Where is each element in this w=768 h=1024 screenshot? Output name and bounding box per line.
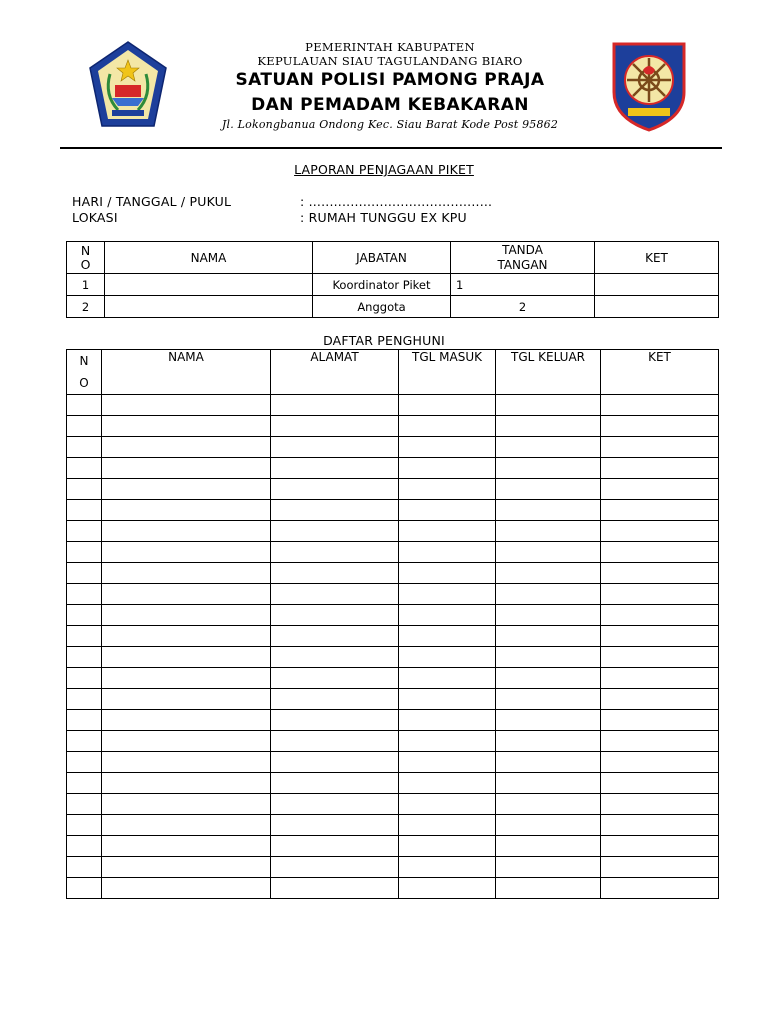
- cell-alamat[interactable]: [271, 773, 399, 794]
- meta-date-row: [72, 194, 492, 209]
- cell-ket[interactable]: [601, 836, 719, 857]
- cell-tgl-keluar[interactable]: [496, 626, 601, 647]
- cell-ket[interactable]: [601, 458, 719, 479]
- cell-alamat[interactable]: [271, 752, 399, 773]
- col-header-ket: KET: [601, 350, 719, 395]
- cell-ket[interactable]: [601, 731, 719, 752]
- cell-nama[interactable]: [102, 752, 271, 773]
- cell-ket[interactable]: [601, 542, 719, 563]
- table-row: [67, 395, 719, 416]
- cell-ket[interactable]: [601, 668, 719, 689]
- header-address: Jl. Lokongbanua Ondong Kec. Siau Barat Kode Post 95862: [221, 118, 559, 131]
- cell-ket[interactable]: [601, 710, 719, 731]
- residents-table-header: [67, 350, 719, 395]
- cell-tgl-keluar[interactable]: [496, 521, 601, 542]
- cell-no[interactable]: [67, 815, 102, 836]
- cell-tgl-keluar[interactable]: [496, 479, 601, 500]
- cell-tgl-keluar[interactable]: [496, 500, 601, 521]
- cell-no[interactable]: [67, 458, 102, 479]
- table-row: [67, 752, 719, 773]
- cell-alamat[interactable]: [271, 500, 399, 521]
- guard-table: [66, 241, 719, 318]
- cell-alamat[interactable]: [271, 563, 399, 584]
- cell-alamat[interactable]: [271, 437, 399, 458]
- cell-no[interactable]: [67, 689, 102, 710]
- cell-ket[interactable]: [601, 521, 719, 542]
- cell-ket[interactable]: [601, 815, 719, 836]
- cell-tanda-tangan[interactable]: 2: [451, 296, 595, 318]
- cell-ket[interactable]: [601, 794, 719, 815]
- cell-ket[interactable]: [601, 563, 719, 584]
- cell-nama[interactable]: [102, 857, 271, 878]
- meta-location-row: [72, 210, 467, 225]
- col-header-nama: NAMA: [105, 242, 313, 274]
- residents-table-body: [67, 395, 719, 899]
- cell-ket[interactable]: [601, 395, 719, 416]
- cell-tgl-keluar[interactable]: [496, 668, 601, 689]
- cell-no[interactable]: [67, 605, 102, 626]
- cell-nama[interactable]: [102, 500, 271, 521]
- cell-alamat[interactable]: [271, 647, 399, 668]
- cell-tgl-masuk[interactable]: [399, 794, 496, 815]
- report-title: LAPORAN PENJAGAAN PIKET: [294, 162, 474, 177]
- fire-brigade-shield-icon: [610, 40, 688, 132]
- cell-tgl-masuk[interactable]: [399, 731, 496, 752]
- regency-emblem-icon: [88, 40, 168, 130]
- cell-alamat[interactable]: [271, 395, 399, 416]
- cell-nama[interactable]: [102, 689, 271, 710]
- table-row: [67, 296, 719, 318]
- col-header-no: N O: [67, 350, 102, 395]
- cell-nama[interactable]: [102, 584, 271, 605]
- cell-ket[interactable]: [601, 416, 719, 437]
- cell-tgl-masuk[interactable]: [399, 521, 496, 542]
- cell-no[interactable]: [67, 794, 102, 815]
- cell-tgl-masuk[interactable]: [399, 647, 496, 668]
- cell-nama[interactable]: [102, 878, 271, 899]
- cell-alamat[interactable]: [271, 479, 399, 500]
- cell-no[interactable]: [67, 752, 102, 773]
- cell-tgl-keluar[interactable]: [496, 647, 601, 668]
- table-row: [67, 773, 719, 794]
- table-row: [67, 857, 719, 878]
- header-agency-line1: SATUAN POLISI PAMONG PRAJA: [235, 70, 545, 90]
- col-header-no: N O: [67, 242, 105, 274]
- cell-nama[interactable]: [102, 395, 271, 416]
- cell-tgl-keluar[interactable]: [496, 563, 601, 584]
- cell-tgl-keluar[interactable]: [496, 395, 601, 416]
- cell-alamat[interactable]: [271, 542, 399, 563]
- col-header-ket: KET: [595, 242, 719, 274]
- table-row: [67, 647, 719, 668]
- cell-tgl-keluar[interactable]: [496, 689, 601, 710]
- cell-no[interactable]: [67, 710, 102, 731]
- cell-alamat[interactable]: [271, 731, 399, 752]
- cell-tgl-masuk[interactable]: [399, 815, 496, 836]
- cell-ket[interactable]: [601, 857, 719, 878]
- table-row: [67, 437, 719, 458]
- table-row: [67, 458, 719, 479]
- cell-nama[interactable]: [105, 274, 313, 296]
- cell-tgl-masuk[interactable]: [399, 500, 496, 521]
- cell-nama[interactable]: [102, 521, 271, 542]
- cell-alamat[interactable]: [271, 626, 399, 647]
- col-header-tgl-keluar: TGL KELUAR: [496, 350, 601, 395]
- col-header-tanda-tangan: TANDA TANGAN: [451, 242, 595, 274]
- cell-ket[interactable]: [601, 437, 719, 458]
- cell-no[interactable]: [67, 731, 102, 752]
- table-row: [67, 542, 719, 563]
- cell-tgl-keluar[interactable]: [496, 605, 601, 626]
- cell-ket[interactable]: [601, 584, 719, 605]
- cell-nama[interactable]: [102, 626, 271, 647]
- cell-tgl-keluar[interactable]: [496, 584, 601, 605]
- cell-nama[interactable]: [102, 458, 271, 479]
- header-regency: KEPULAUAN SIAU TAGULANDANG BIARO: [257, 54, 523, 68]
- table-row: [67, 521, 719, 542]
- cell-tgl-keluar[interactable]: [496, 878, 601, 899]
- cell-nama[interactable]: [102, 605, 271, 626]
- cell-nama[interactable]: [102, 836, 271, 857]
- cell-tgl-masuk[interactable]: [399, 542, 496, 563]
- cell-alamat[interactable]: [271, 668, 399, 689]
- guard-table-header: [67, 242, 719, 274]
- cell-alamat[interactable]: [271, 521, 399, 542]
- letterhead-divider: [60, 147, 722, 149]
- cell-nama[interactable]: [102, 647, 271, 668]
- table-row: [67, 731, 719, 752]
- cell-no[interactable]: [67, 437, 102, 458]
- cell-nama[interactable]: [102, 731, 271, 752]
- cell-nama[interactable]: [102, 479, 271, 500]
- cell-nama[interactable]: [102, 416, 271, 437]
- cell-no[interactable]: [67, 584, 102, 605]
- cell-tgl-masuk[interactable]: [399, 626, 496, 647]
- cell-nama[interactable]: [102, 794, 271, 815]
- table-row: [67, 836, 719, 857]
- table-row: [67, 689, 719, 710]
- cell-no[interactable]: [67, 479, 102, 500]
- cell-tgl-keluar[interactable]: [496, 710, 601, 731]
- cell-no[interactable]: [67, 416, 102, 437]
- cell-tanda-tangan[interactable]: 1: [451, 274, 595, 296]
- table-row: [67, 668, 719, 689]
- cell-tgl-keluar[interactable]: [496, 458, 601, 479]
- col-header-alamat: ALAMAT: [271, 350, 399, 395]
- cell-no[interactable]: [67, 647, 102, 668]
- cell-tgl-keluar[interactable]: [496, 836, 601, 857]
- table-row: [67, 500, 719, 521]
- cell-alamat[interactable]: [271, 416, 399, 437]
- cell-ket[interactable]: [601, 605, 719, 626]
- cell-no[interactable]: [67, 542, 102, 563]
- cell-no[interactable]: [67, 857, 102, 878]
- cell-ket[interactable]: [601, 500, 719, 521]
- header-government: PEMERINTAH KABUPATEN: [305, 40, 475, 54]
- cell-no: 1: [67, 274, 105, 296]
- cell-alamat[interactable]: [271, 878, 399, 899]
- table-row: [67, 626, 719, 647]
- letterhead: [0, 0, 768, 150]
- cell-tgl-masuk[interactable]: [399, 437, 496, 458]
- cell-ket[interactable]: [595, 274, 719, 296]
- table-row: [67, 815, 719, 836]
- cell-tgl-masuk[interactable]: [399, 416, 496, 437]
- table-row: [67, 605, 719, 626]
- cell-ket[interactable]: [601, 773, 719, 794]
- cell-tgl-masuk[interactable]: [399, 479, 496, 500]
- cell-alamat[interactable]: [271, 458, 399, 479]
- cell-no[interactable]: [67, 521, 102, 542]
- cell-tgl-keluar[interactable]: [496, 416, 601, 437]
- cell-jabatan: Koordinator Piket: [313, 274, 451, 296]
- cell-tgl-masuk[interactable]: [399, 563, 496, 584]
- col-header-jabatan: JABATAN: [313, 242, 451, 274]
- cell-ket[interactable]: [601, 647, 719, 668]
- meta-location-value[interactable]: : RUMAH TUNGGU EX KPU: [300, 210, 467, 225]
- cell-tgl-masuk[interactable]: [399, 857, 496, 878]
- cell-alamat[interactable]: [271, 605, 399, 626]
- cell-ket[interactable]: [601, 626, 719, 647]
- col-header-nama: NAMA: [102, 350, 271, 395]
- cell-alamat[interactable]: [271, 710, 399, 731]
- table-row: [67, 794, 719, 815]
- cell-tgl-masuk[interactable]: [399, 689, 496, 710]
- cell-no[interactable]: [67, 836, 102, 857]
- cell-tgl-masuk[interactable]: [399, 878, 496, 899]
- cell-alamat[interactable]: [271, 794, 399, 815]
- cell-tgl-masuk[interactable]: [399, 668, 496, 689]
- cell-nama[interactable]: [102, 773, 271, 794]
- meta-date-label: HARI / TANGGAL / PUKUL: [72, 194, 232, 209]
- cell-nama[interactable]: [102, 542, 271, 563]
- cell-tgl-masuk[interactable]: [399, 605, 496, 626]
- col-header-tgl-masuk: TGL MASUK: [399, 350, 496, 395]
- cell-no: 2: [67, 296, 105, 318]
- cell-tgl-keluar[interactable]: [496, 542, 601, 563]
- cell-no[interactable]: [67, 395, 102, 416]
- cell-nama[interactable]: [102, 815, 271, 836]
- cell-nama[interactable]: [102, 437, 271, 458]
- cell-nama[interactable]: [102, 563, 271, 584]
- cell-nama[interactable]: [102, 710, 271, 731]
- cell-no[interactable]: [67, 626, 102, 647]
- cell-tgl-keluar[interactable]: [496, 815, 601, 836]
- cell-ket[interactable]: [595, 296, 719, 318]
- cell-tgl-keluar[interactable]: [496, 731, 601, 752]
- cell-jabatan: Anggota: [313, 296, 451, 318]
- cell-tgl-masuk[interactable]: [399, 458, 496, 479]
- cell-tgl-keluar[interactable]: [496, 773, 601, 794]
- cell-nama[interactable]: [102, 668, 271, 689]
- header-agency-line2: DAN PEMADAM KEBAKARAN: [251, 95, 529, 115]
- cell-ket[interactable]: [601, 689, 719, 710]
- cell-alamat[interactable]: [271, 689, 399, 710]
- cell-tgl-masuk[interactable]: [399, 584, 496, 605]
- residents-title: DAFTAR PENGHUNI: [323, 333, 445, 348]
- cell-alamat[interactable]: [271, 584, 399, 605]
- cell-tgl-keluar[interactable]: [496, 794, 601, 815]
- meta-location-label: LOKASI: [72, 210, 118, 225]
- table-row: [67, 710, 719, 731]
- cell-tgl-masuk[interactable]: [399, 773, 496, 794]
- table-row: [67, 274, 719, 296]
- cell-no[interactable]: [67, 500, 102, 521]
- cell-tgl-masuk[interactable]: [399, 710, 496, 731]
- cell-alamat[interactable]: [271, 857, 399, 878]
- cell-ket[interactable]: [601, 878, 719, 899]
- table-row: [67, 479, 719, 500]
- cell-no[interactable]: [67, 878, 102, 899]
- cell-no[interactable]: [67, 773, 102, 794]
- table-row: [67, 878, 719, 899]
- cell-tgl-keluar[interactable]: [496, 437, 601, 458]
- table-row: [67, 563, 719, 584]
- residents-table: [66, 349, 719, 899]
- cell-alamat[interactable]: [271, 836, 399, 857]
- meta-date-value[interactable]: : ............................................: [300, 194, 493, 209]
- cell-tgl-keluar[interactable]: [496, 752, 601, 773]
- cell-ket[interactable]: [601, 479, 719, 500]
- cell-nama[interactable]: [105, 296, 313, 318]
- cell-tgl-masuk[interactable]: [399, 836, 496, 857]
- cell-tgl-masuk[interactable]: [399, 752, 496, 773]
- table-row: [67, 416, 719, 437]
- cell-tgl-keluar[interactable]: [496, 857, 601, 878]
- cell-ket[interactable]: [601, 752, 719, 773]
- cell-no[interactable]: [67, 668, 102, 689]
- table-row: [67, 584, 719, 605]
- cell-alamat[interactable]: [271, 815, 399, 836]
- cell-tgl-masuk[interactable]: [399, 395, 496, 416]
- cell-no[interactable]: [67, 563, 102, 584]
